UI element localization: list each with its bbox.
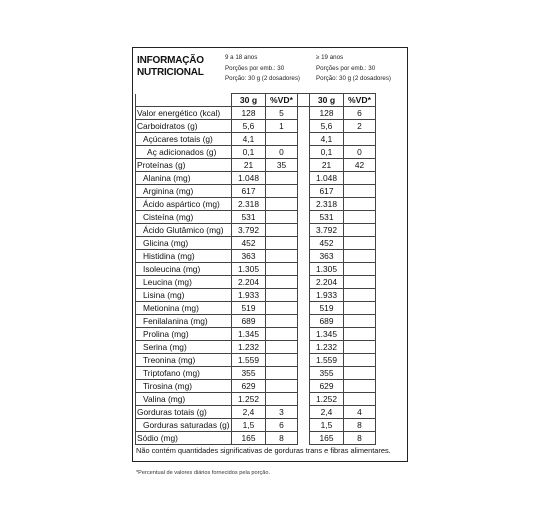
dv-group-1 <box>266 172 298 185</box>
column-gap <box>298 380 310 393</box>
group-1-servings: Porções por emb.: 30 <box>225 64 285 72</box>
table-row <box>136 380 376 393</box>
value-group-2: 1,5 <box>310 419 344 432</box>
dv-group-2 <box>344 302 376 315</box>
group-1-age: 9 a 18 anos <box>225 54 258 61</box>
column-gap <box>298 419 310 432</box>
value-group-1: 4,1 <box>232 133 266 146</box>
table-row <box>136 107 376 120</box>
nutrient-name: Arginina (mg) <box>136 185 232 198</box>
column-gap <box>298 133 310 146</box>
table-row <box>136 328 376 341</box>
nutrient-name: Proteínas (g) <box>136 159 232 172</box>
column-gap <box>298 185 310 198</box>
dv-group-1 <box>266 354 298 367</box>
dv-group-1: 5 <box>266 107 298 120</box>
nutrient-name: Valina (mg) <box>136 393 232 406</box>
value-group-2: 1.559 <box>310 354 344 367</box>
title-line-2: NUTRICIONAL <box>137 67 204 78</box>
nutrient-name: Aç adicionados (g) <box>136 146 232 159</box>
nutrient-name: Metionina (mg) <box>136 302 232 315</box>
dv-group-2: 2 <box>344 120 376 133</box>
value-group-2: 3.792 <box>310 224 344 237</box>
column-gap <box>298 250 310 263</box>
header-blank <box>136 94 232 107</box>
nutrient-name: Cisteína (mg) <box>136 211 232 224</box>
value-group-2: 629 <box>310 380 344 393</box>
value-group-1: 2.204 <box>232 276 266 289</box>
table-row <box>136 146 376 159</box>
nutrient-name: Isoleucina (mg) <box>136 263 232 276</box>
table-row <box>136 185 376 198</box>
nutrient-name: Histidina (mg) <box>136 250 232 263</box>
column-gap <box>298 432 310 445</box>
nutrition-table <box>135 93 376 445</box>
nutrient-name: Alanina (mg) <box>136 172 232 185</box>
dv-group-1 <box>266 393 298 406</box>
value-group-1: 452 <box>232 237 266 250</box>
dv-group-2 <box>344 380 376 393</box>
dv-group-1 <box>266 224 298 237</box>
dv-group-2 <box>344 393 376 406</box>
value-group-1: 1.933 <box>232 289 266 302</box>
dv-group-2 <box>344 198 376 211</box>
dv-group-2 <box>344 263 376 276</box>
dv-group-2 <box>344 354 376 367</box>
label-title <box>137 55 204 79</box>
column-gap <box>298 198 310 211</box>
dv-group-1 <box>266 367 298 380</box>
header-gap <box>298 94 310 107</box>
column-gap <box>298 107 310 120</box>
dv-group-1: 35 <box>266 159 298 172</box>
value-group-1: 21 <box>232 159 266 172</box>
header-dv-2: %VD* <box>344 94 376 107</box>
value-group-2: 2,4 <box>310 406 344 419</box>
value-group-2: 1.933 <box>310 289 344 302</box>
value-group-2: 363 <box>310 250 344 263</box>
column-gap <box>298 315 310 328</box>
table-row <box>136 276 376 289</box>
value-group-2: 21 <box>310 159 344 172</box>
value-group-1: 128 <box>232 107 266 120</box>
value-group-1: 3.792 <box>232 224 266 237</box>
value-group-1: 1,5 <box>232 419 266 432</box>
nutrient-name: Gorduras totais (g) <box>136 406 232 419</box>
dv-group-2 <box>344 133 376 146</box>
value-group-2: 1.048 <box>310 172 344 185</box>
table-header-row <box>136 94 376 107</box>
value-group-1: 1.345 <box>232 328 266 341</box>
group-2-age: ≥ 19 anos <box>316 54 344 61</box>
nutrient-name: Sódio (mg) <box>136 432 232 445</box>
nutrient-name: Gorduras saturadas (g) <box>136 419 232 432</box>
table-row <box>136 224 376 237</box>
dv-group-2 <box>344 172 376 185</box>
column-gap <box>298 367 310 380</box>
table-row <box>136 250 376 263</box>
trans-fat-notice: Não contém quantidades significativas de gorduras trans e fibras alimentares. <box>136 446 391 455</box>
dv-group-1 <box>266 211 298 224</box>
dv-group-2: 0 <box>344 146 376 159</box>
column-gap <box>298 393 310 406</box>
value-group-1: 2.318 <box>232 198 266 211</box>
dv-group-2 <box>344 224 376 237</box>
dv-group-1 <box>266 289 298 302</box>
title-line-1: INFORMAÇÃO <box>137 55 204 66</box>
dv-group-1 <box>266 302 298 315</box>
column-gap <box>298 328 310 341</box>
group-1-portion: Porção: 30 g (2 dosadores) <box>225 75 300 82</box>
dv-group-2 <box>344 367 376 380</box>
table-row <box>136 133 376 146</box>
value-group-1: 629 <box>232 380 266 393</box>
dv-group-1 <box>266 133 298 146</box>
value-group-1: 1.252 <box>232 393 266 406</box>
value-group-1: 617 <box>232 185 266 198</box>
dv-group-1: 8 <box>266 432 298 445</box>
dv-group-2 <box>344 185 376 198</box>
value-group-1: 531 <box>232 211 266 224</box>
table-row <box>136 419 376 432</box>
table-row <box>136 289 376 302</box>
dv-group-1 <box>266 276 298 289</box>
nutrient-name: Valor energético (kcal) <box>136 107 232 120</box>
value-group-1: 519 <box>232 302 266 315</box>
dv-group-1 <box>266 328 298 341</box>
group-2-info <box>316 53 391 85</box>
header-portion-2: 30 g <box>310 94 344 107</box>
dv-group-1 <box>266 341 298 354</box>
nutrient-name: Lisina (mg) <box>136 289 232 302</box>
dv-group-1 <box>266 380 298 393</box>
nutrient-name: Fenilalanina (mg) <box>136 315 232 328</box>
nutrient-name: Treonina (mg) <box>136 354 232 367</box>
table-row <box>136 406 376 419</box>
value-group-1: 1.559 <box>232 354 266 367</box>
table-row <box>136 198 376 211</box>
table-row <box>136 302 376 315</box>
dv-group-2: 8 <box>344 419 376 432</box>
daily-value-footnote: *Percentual de valores diários fornecidos pela porção. <box>136 470 271 476</box>
value-group-2: 5,6 <box>310 120 344 133</box>
nutrient-name: Prolina (mg) <box>136 328 232 341</box>
value-group-1: 5,6 <box>232 120 266 133</box>
value-group-2: 1.252 <box>310 393 344 406</box>
header-dv-1: %VD* <box>266 94 298 107</box>
table-row <box>136 354 376 367</box>
dv-group-1: 0 <box>266 146 298 159</box>
value-group-2: 452 <box>310 237 344 250</box>
column-gap <box>298 289 310 302</box>
value-group-2: 617 <box>310 185 344 198</box>
value-group-1: 689 <box>232 315 266 328</box>
dv-group-2: 6 <box>344 107 376 120</box>
dv-group-1: 1 <box>266 120 298 133</box>
column-gap <box>298 302 310 315</box>
nutrient-name: Leucina (mg) <box>136 276 232 289</box>
nutrient-name: Serina (mg) <box>136 341 232 354</box>
dv-group-1 <box>266 315 298 328</box>
table-row <box>136 432 376 445</box>
column-gap <box>298 263 310 276</box>
nutrient-name: Carboidratos (g) <box>136 120 232 133</box>
group-2-portion: Porção: 30 g (2 dosadores) <box>316 75 391 82</box>
table-row <box>136 263 376 276</box>
header-portion-1: 30 g <box>232 94 266 107</box>
table-row <box>136 367 376 380</box>
dv-group-2 <box>344 289 376 302</box>
value-group-2: 355 <box>310 367 344 380</box>
value-group-2: 0,1 <box>310 146 344 159</box>
dv-group-1 <box>266 237 298 250</box>
label-header <box>133 48 407 94</box>
column-gap <box>298 354 310 367</box>
column-gap <box>298 341 310 354</box>
dv-group-2 <box>344 211 376 224</box>
dv-group-2: 42 <box>344 159 376 172</box>
dv-group-2 <box>344 250 376 263</box>
table-row <box>136 341 376 354</box>
column-gap <box>298 237 310 250</box>
column-gap <box>298 224 310 237</box>
value-group-1: 1.232 <box>232 341 266 354</box>
dv-group-1: 6 <box>266 419 298 432</box>
dv-group-2 <box>344 341 376 354</box>
nutrient-name: Triptofano (mg) <box>136 367 232 380</box>
value-group-1: 363 <box>232 250 266 263</box>
value-group-2: 1.305 <box>310 263 344 276</box>
dv-group-2 <box>344 315 376 328</box>
dv-group-1 <box>266 198 298 211</box>
column-gap <box>298 172 310 185</box>
dv-group-2 <box>344 237 376 250</box>
nutrient-name: Açúcares totais (g) <box>136 133 232 146</box>
column-gap <box>298 120 310 133</box>
dv-group-1 <box>266 185 298 198</box>
dv-group-2 <box>344 328 376 341</box>
column-gap <box>298 276 310 289</box>
value-group-1: 165 <box>232 432 266 445</box>
column-gap <box>298 159 310 172</box>
value-group-2: 519 <box>310 302 344 315</box>
table-row <box>136 211 376 224</box>
value-group-2: 531 <box>310 211 344 224</box>
value-group-2: 2.318 <box>310 198 344 211</box>
value-group-2: 4,1 <box>310 133 344 146</box>
value-group-1: 0,1 <box>232 146 266 159</box>
dv-group-2 <box>344 276 376 289</box>
dv-group-2: 4 <box>344 406 376 419</box>
value-group-1: 355 <box>232 367 266 380</box>
value-group-2: 689 <box>310 315 344 328</box>
value-group-2: 2.204 <box>310 276 344 289</box>
nutrient-name: Glicina (mg) <box>136 237 232 250</box>
value-group-1: 2,4 <box>232 406 266 419</box>
group-1-info <box>225 53 300 85</box>
dv-group-1 <box>266 263 298 276</box>
dv-group-1 <box>266 250 298 263</box>
dv-group-2: 8 <box>344 432 376 445</box>
value-group-2: 1.232 <box>310 341 344 354</box>
table-row <box>136 159 376 172</box>
table-row <box>136 172 376 185</box>
table-row <box>136 315 376 328</box>
table-body <box>136 107 376 445</box>
value-group-2: 165 <box>310 432 344 445</box>
value-group-2: 1.345 <box>310 328 344 341</box>
column-gap <box>298 146 310 159</box>
nutrition-label <box>132 47 408 476</box>
nutrient-name: Tirosina (mg) <box>136 380 232 393</box>
nutrient-name: Ácido Glutâmico (mg) <box>136 224 232 237</box>
value-group-1: 1.305 <box>232 263 266 276</box>
column-gap <box>298 211 310 224</box>
table-row <box>136 393 376 406</box>
dv-group-1: 3 <box>266 406 298 419</box>
value-group-2: 128 <box>310 107 344 120</box>
column-gap <box>298 406 310 419</box>
value-group-1: 1.048 <box>232 172 266 185</box>
table-row <box>136 237 376 250</box>
group-2-servings: Porções por emb.: 30 <box>316 64 376 72</box>
nutrient-name: Ácido aspártico (mg) <box>136 198 232 211</box>
table-row <box>136 120 376 133</box>
